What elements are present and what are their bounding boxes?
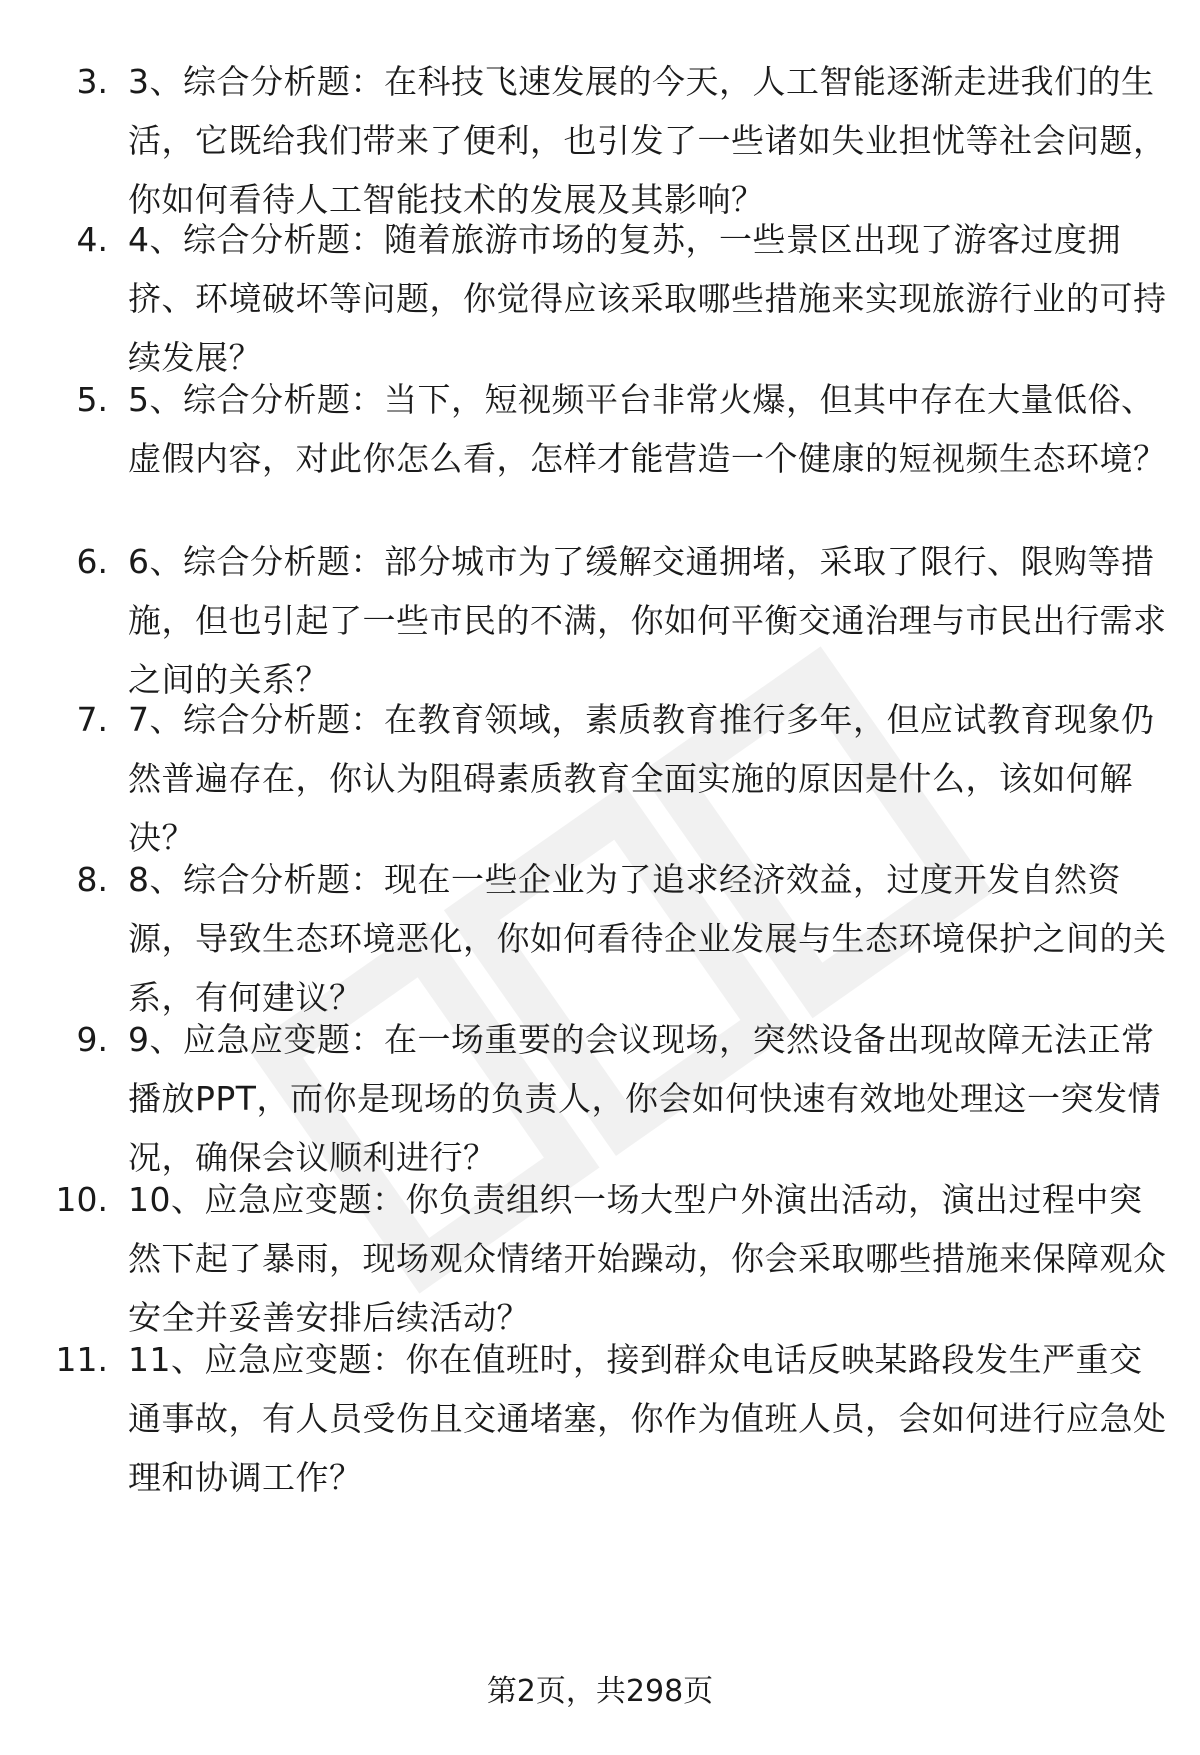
question-number: 6. bbox=[76, 542, 108, 581]
page-number-footer: 第2页，共298页 bbox=[486, 1674, 714, 1709]
question-item bbox=[0, 210, 1200, 377]
question-text: 5、综合分析题：当下，短视频平台非常火爆，但其中存在大量低俗、虚假内容，对此你怎么看，怎样才能营造一个健康的短视频生态环境？ bbox=[128, 380, 1167, 478]
question-item bbox=[0, 1330, 1200, 1497]
question-item bbox=[0, 1170, 1200, 1337]
question-item bbox=[0, 850, 1200, 1017]
question-text: 10、应急应变题：你负责组织一场大型户外演出活动，演出过程中突然下起了暴雨，现场观众情绪开始躁动，你会采取哪些措施来保障观众安全并妥善安排后续活动？ bbox=[128, 1180, 1167, 1337]
question-number: 3. bbox=[76, 62, 108, 101]
question-number: 4. bbox=[76, 220, 108, 259]
question-text: 4、综合分析题：随着旅游市场的复苏，一些景区出现了游客过度拥挤、环境破坏等问题，你觉得应该采取哪些措施来实现旅游行业的可持续发展？ bbox=[128, 220, 1167, 377]
question-number: 7. bbox=[76, 700, 108, 739]
question-number: 9. bbox=[76, 1020, 108, 1059]
question-item bbox=[0, 690, 1200, 857]
question-item bbox=[0, 52, 1200, 219]
question-text: 3、综合分析题：在科技飞速发展的今天，人工智能逐渐走进我们的生活，它既给我们带来了便利，也引发了一些诸如失业担忧等社会问题，你如何看待人工智能技术的发展及其影响？ bbox=[128, 62, 1167, 219]
question-number: 8. bbox=[76, 860, 108, 899]
question-text: 9、应急应变题：在一场重要的会议现场，突然设备出现故障无法正常播放PPT，而你是现场的负责人，你会如何快速有效地处理这一突发情况，确保会议顺利进行？ bbox=[128, 1020, 1161, 1177]
question-item bbox=[0, 532, 1200, 699]
question-text: 11、应急应变题：你在值班时，接到群众电话反映某路段发生严重交通事故，有人员受伤且交通堵塞，你作为值班人员，会如何进行应急处理和协调工作？ bbox=[128, 1340, 1167, 1497]
question-text: 6、综合分析题：部分城市为了缓解交通拥堵，采取了限行、限购等措施，但也引起了一些市民的不满，你如何平衡交通治理与市民出行需求之间的关系？ bbox=[128, 542, 1167, 699]
question-number: 11. bbox=[55, 1340, 108, 1379]
question-number: 10. bbox=[55, 1180, 108, 1219]
question-item bbox=[0, 1010, 1200, 1177]
question-number: 5. bbox=[76, 380, 108, 419]
question-text: 7、综合分析题：在教育领域，素质教育推行多年，但应试教育现象仍然普遍存在，你认为阻碍素质教育全面实施的原因是什么，该如何解决？ bbox=[128, 700, 1155, 857]
question-text: 8、综合分析题：现在一些企业为了追求经济效益，过度开发自然资源，导致生态环境恶化，你如何看待企业发展与生态环境保护之间的关系，有何建议？ bbox=[128, 860, 1167, 1017]
question-item bbox=[0, 370, 1200, 530]
